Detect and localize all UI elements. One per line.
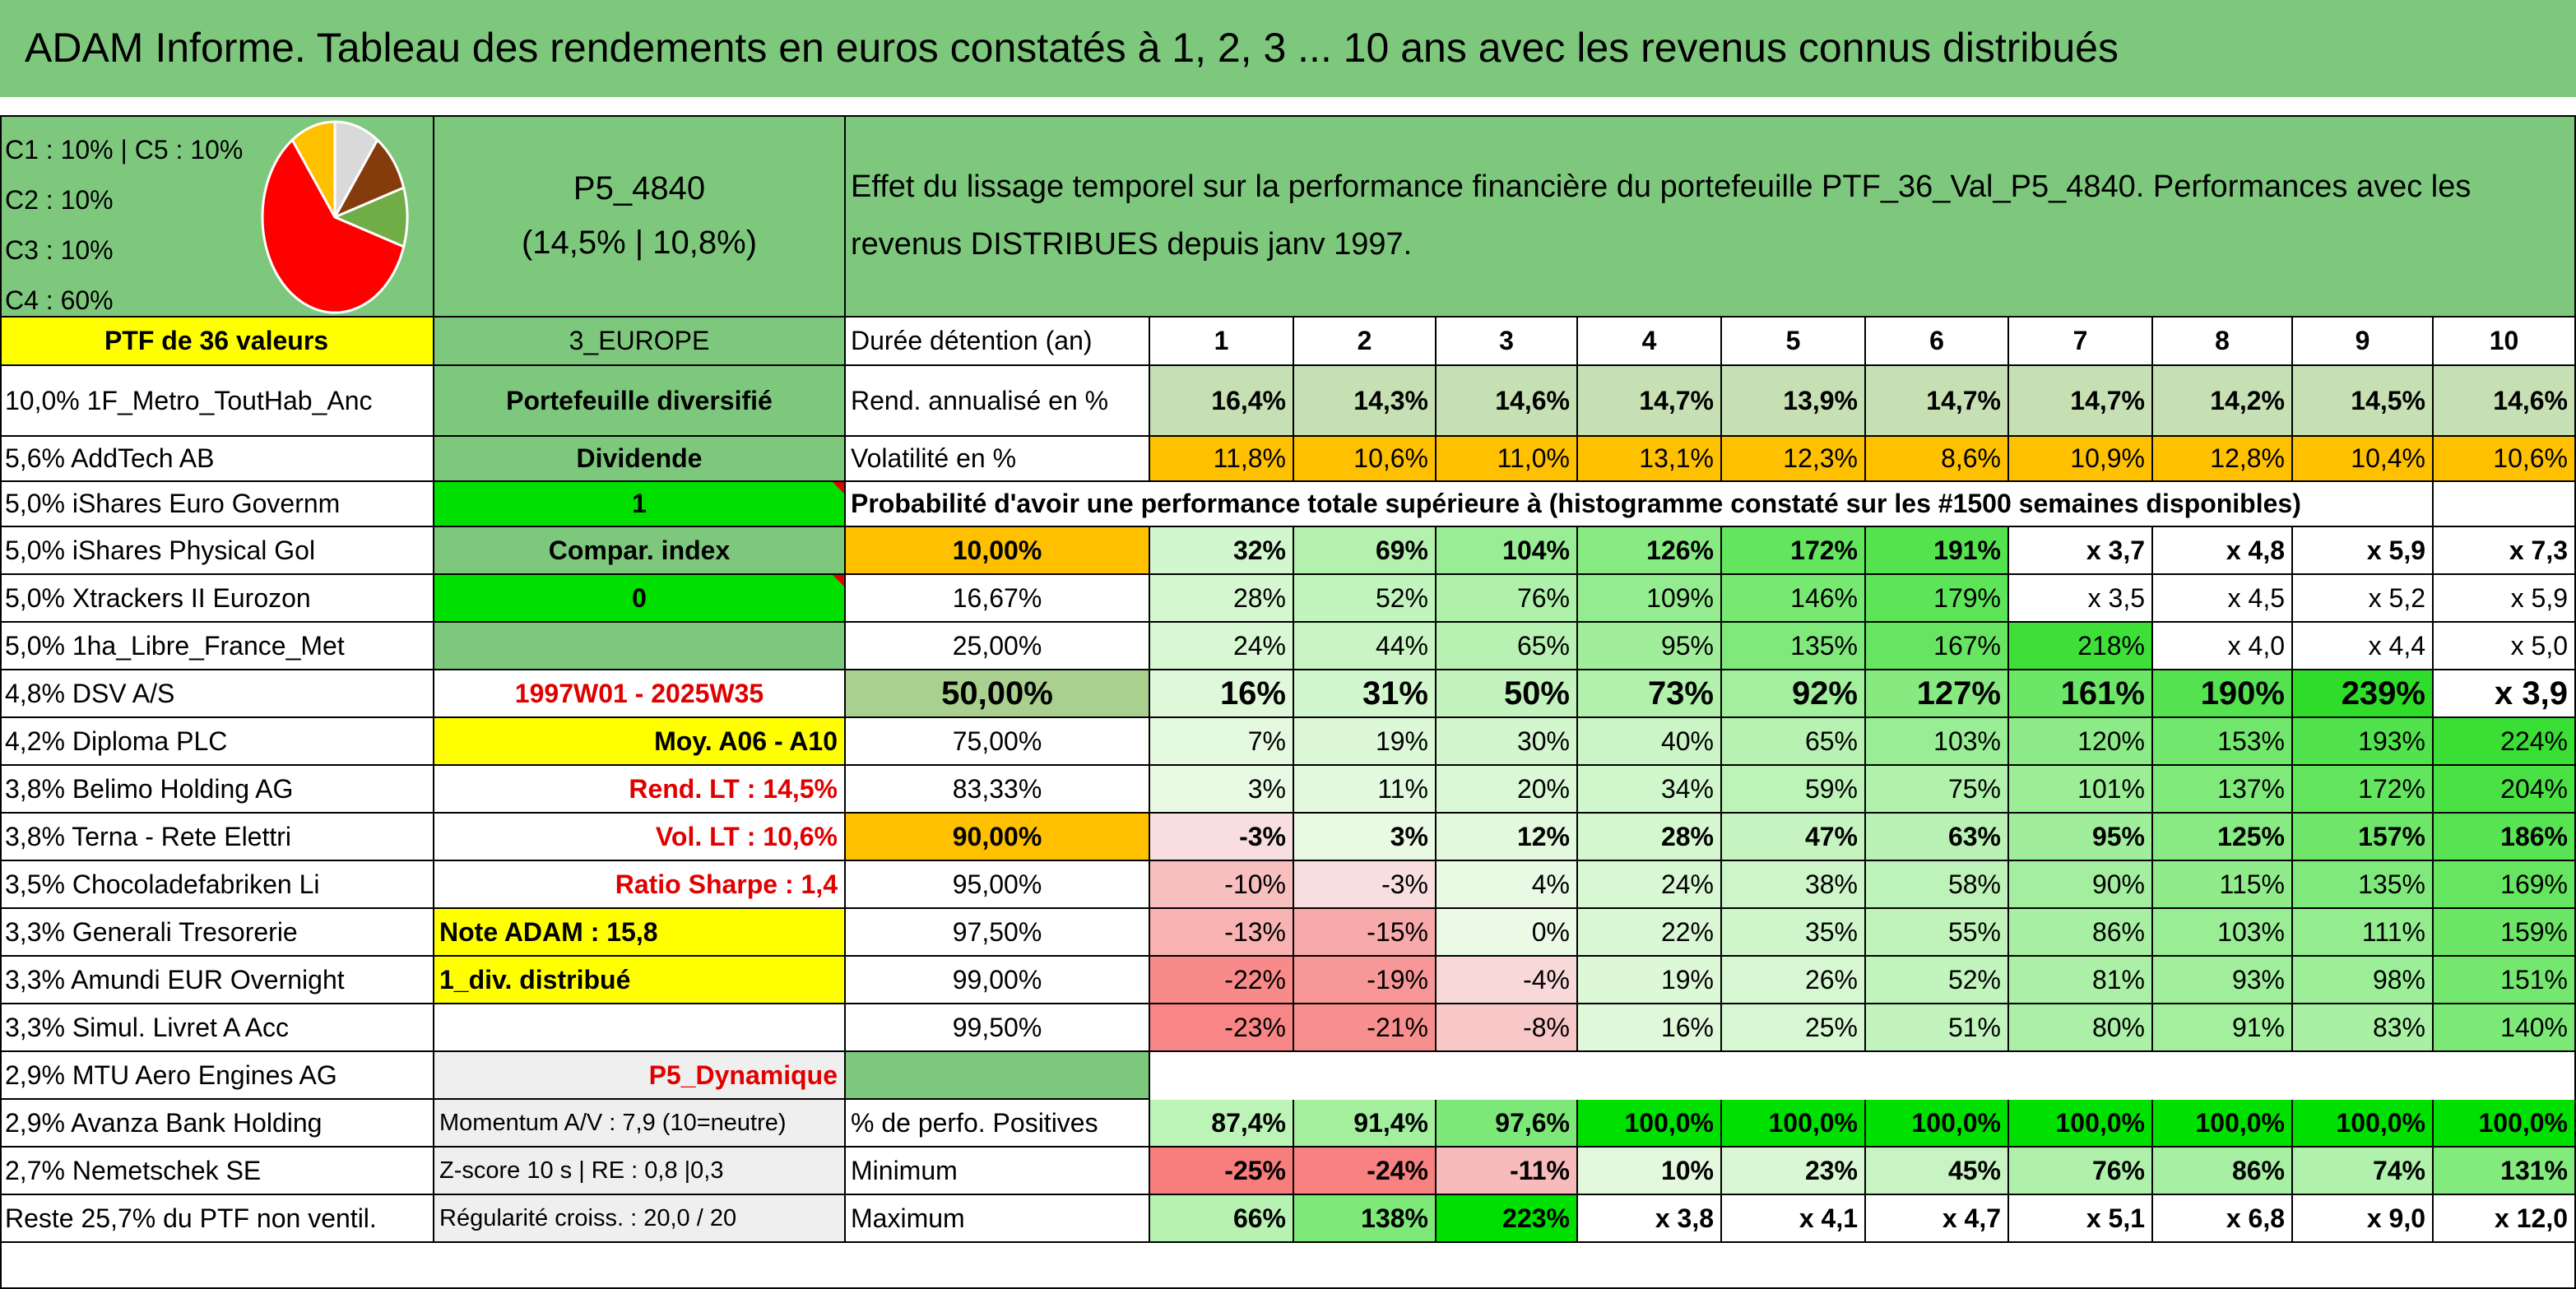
proba-value: x 3,5 xyxy=(2009,575,2153,623)
proba-value: x 4,4 xyxy=(2293,623,2434,670)
proba-value: 186% xyxy=(2434,814,2576,861)
max-label: Maximum xyxy=(846,1195,1150,1243)
proba-value: x 3,7 xyxy=(2009,527,2153,575)
proba-value: 115% xyxy=(2153,861,2293,909)
proba-threshold: 75,00% xyxy=(846,718,1150,766)
vol-value: 11,0% xyxy=(1437,437,1578,482)
proba-value: 161% xyxy=(2009,670,2153,718)
vol-value: 13,1% xyxy=(1578,437,1722,482)
proba-value: -21% xyxy=(1294,1004,1437,1052)
holding-row: 3,5% Chocoladefabriken Li xyxy=(0,861,434,909)
holding-row: 2,9% Avanza Bank Holding xyxy=(0,1100,434,1148)
allocation-line: C4 : 60% xyxy=(5,285,114,315)
info-cell: Moy. A06 - A10 xyxy=(434,718,846,766)
info-cell: 1 xyxy=(434,482,846,527)
pos-value: 91,4% xyxy=(1294,1100,1437,1148)
proba-value: -4% xyxy=(1437,957,1578,1004)
info-cell: Momentum A/V : 7,9 (10=neutre) xyxy=(434,1100,846,1148)
holding-row: 4,2% Diploma PLC xyxy=(0,718,434,766)
holding-row: 5,0% iShares Euro Governm xyxy=(0,482,434,527)
proba-value: 59% xyxy=(1722,766,1866,814)
rend-value: 14,5% xyxy=(2293,366,2434,437)
proba-value: 4% xyxy=(1437,861,1578,909)
vol-value: 11,8% xyxy=(1150,437,1294,482)
proba-value: 92% xyxy=(1722,670,1866,718)
proba-threshold: 97,50% xyxy=(846,909,1150,957)
proba-value: x 4,5 xyxy=(2153,575,2293,623)
year-header: 4 xyxy=(1578,318,1722,366)
proba-value: 153% xyxy=(2153,718,2293,766)
proba-value: 75% xyxy=(1866,766,2009,814)
year-header: 8 xyxy=(2153,318,2293,366)
max-value: x 4,7 xyxy=(1866,1195,2009,1243)
proba-value: 218% xyxy=(2009,623,2153,670)
proba-value: 190% xyxy=(2153,670,2293,718)
proba-title: Probabilité d'avoir une performance totale supérieure à (histogramme constaté sur les #1500 semaines disponibles) xyxy=(846,482,2434,527)
rend-value: 14,2% xyxy=(2153,366,2293,437)
max-value: 138% xyxy=(1294,1195,1437,1243)
proba-value: 151% xyxy=(2434,957,2576,1004)
proba-value: -3% xyxy=(1294,861,1437,909)
proba-value: 22% xyxy=(1578,909,1722,957)
proba-value: 91% xyxy=(2153,1004,2293,1052)
holding-row: Reste 25,7% du PTF non ventil. xyxy=(0,1195,434,1243)
proba-value: 65% xyxy=(1437,623,1578,670)
info-cell: P5_Dynamique xyxy=(434,1052,846,1100)
title-bar xyxy=(0,0,2576,97)
description-panel xyxy=(846,115,2576,318)
proba-value: 26% xyxy=(1722,957,1866,1004)
info-cell: Compar. index xyxy=(434,527,846,575)
pos-value: 100,0% xyxy=(1866,1100,2009,1148)
year-header: 9 xyxy=(2293,318,2434,366)
proba-value: 69% xyxy=(1294,527,1437,575)
max-value: x 6,8 xyxy=(2153,1195,2293,1243)
pos-value: 100,0% xyxy=(2153,1100,2293,1148)
portfolio-id-panel xyxy=(434,115,846,318)
proba-value: 93% xyxy=(2153,957,2293,1004)
proba-value: x 5,2 xyxy=(2293,575,2434,623)
proba-value: 169% xyxy=(2434,861,2576,909)
proba-value: 239% xyxy=(2293,670,2434,718)
proba-value: 16% xyxy=(1578,1004,1722,1052)
pos-value: 100,0% xyxy=(2434,1100,2576,1148)
portfolio-perf: (14,5% | 10,8%) xyxy=(521,225,758,261)
proba-value: 126% xyxy=(1578,527,1722,575)
proba-value: 135% xyxy=(2293,861,2434,909)
proba-value: 40% xyxy=(1578,718,1722,766)
info-cell: 0 xyxy=(434,575,846,623)
proba-value: 86% xyxy=(2009,909,2153,957)
proba-value: 125% xyxy=(2153,814,2293,861)
proba-value: -23% xyxy=(1150,1004,1294,1052)
pos-label: % de perfo. Positives xyxy=(846,1100,1150,1148)
proba-value: x 3,9 xyxy=(2434,670,2576,718)
year-header: 6 xyxy=(1866,318,2009,366)
holding-row: 10,0% 1F_Metro_ToutHab_Anc xyxy=(0,366,434,437)
proba-value: -22% xyxy=(1150,957,1294,1004)
holding-row: 5,0% 1ha_Libre_France_Met xyxy=(0,623,434,670)
proba-value: x 5,9 xyxy=(2434,575,2576,623)
holding-row: 5,0% Xtrackers II Eurozon xyxy=(0,575,434,623)
rend-value: 14,3% xyxy=(1294,366,1437,437)
rend-value: 14,7% xyxy=(1578,366,1722,437)
title-gap xyxy=(0,97,2576,115)
info-cell: Vol. LT : 10,6% xyxy=(434,814,846,861)
holdings-header: PTF de 36 valeurs xyxy=(0,318,434,366)
min-value: -11% xyxy=(1437,1148,1578,1195)
allocation-pie-chart xyxy=(257,118,413,316)
info-cell: Régularité croiss. : 20,0 / 20 xyxy=(434,1195,846,1243)
vol-value: 10,6% xyxy=(1294,437,1437,482)
holding-row: 3,8% Terna - Rete Elettri xyxy=(0,814,434,861)
proba-value: 20% xyxy=(1437,766,1578,814)
year-header: 10 xyxy=(2434,318,2576,366)
proba-value: 24% xyxy=(1578,861,1722,909)
vol-value: 12,8% xyxy=(2153,437,2293,482)
holding-row: 3,8% Belimo Holding AG xyxy=(0,766,434,814)
info-cell xyxy=(434,623,846,670)
proba-value: 19% xyxy=(1578,957,1722,1004)
proba-value: 157% xyxy=(2293,814,2434,861)
proba-value: -15% xyxy=(1294,909,1437,957)
info-cell xyxy=(434,1004,846,1052)
proba-value: 28% xyxy=(1150,575,1294,623)
proba-value: 103% xyxy=(2153,909,2293,957)
proba-value: 90% xyxy=(2009,861,2153,909)
proba-value: 47% xyxy=(1722,814,1866,861)
allocation-panel xyxy=(0,115,434,318)
proba-value: 31% xyxy=(1294,670,1437,718)
pos-value: 100,0% xyxy=(2009,1100,2153,1148)
proba-value: 52% xyxy=(1866,957,2009,1004)
max-value: x 4,1 xyxy=(1722,1195,1866,1243)
rend-value: 14,6% xyxy=(1437,366,1578,437)
holding-row: 3,3% Amundi EUR Overnight xyxy=(0,957,434,1004)
proba-value: 28% xyxy=(1578,814,1722,861)
min-value: 131% xyxy=(2434,1148,2576,1195)
holding-row: 4,8% DSV A/S xyxy=(0,670,434,718)
pos-value: 100,0% xyxy=(2293,1100,2434,1148)
proba-value: -13% xyxy=(1150,909,1294,957)
holding-row: 5,6% AddTech AB xyxy=(0,437,434,482)
proba-threshold: 10,00% xyxy=(846,527,1150,575)
rend-value: 13,9% xyxy=(1722,366,1866,437)
max-value: x 12,0 xyxy=(2434,1195,2576,1243)
proba-value: 109% xyxy=(1578,575,1722,623)
max-value: x 3,8 xyxy=(1578,1195,1722,1243)
pos-value: 87,4% xyxy=(1150,1100,1294,1148)
info-cell: 1997W01 - 2025W35 xyxy=(434,670,846,718)
rend-value: 14,7% xyxy=(1866,366,2009,437)
proba-value: 101% xyxy=(2009,766,2153,814)
year-header: 2 xyxy=(1294,318,1437,366)
proba-value: 172% xyxy=(2293,766,2434,814)
pos-value: 100,0% xyxy=(1578,1100,1722,1148)
max-value: x 9,0 xyxy=(2293,1195,2434,1243)
info-cell: Rend. LT : 14,5% xyxy=(434,766,846,814)
info-cell: Portefeuille diversifié xyxy=(434,366,846,437)
vol-value: 12,3% xyxy=(1722,437,1866,482)
proba-value: 19% xyxy=(1294,718,1437,766)
proba-value: 35% xyxy=(1722,909,1866,957)
proba-value: 16% xyxy=(1150,670,1294,718)
info-cell: Z-score 10 s | RE : 0,8 |0,3 xyxy=(434,1148,846,1195)
portfolio-description: Effet du lissage temporel sur la performance financière du portefeuille PTF_36_Val_P5_4840. Performances avec les revenus DISTRIBUES depuis janv 1997. xyxy=(851,169,2472,262)
rend-value: 14,6% xyxy=(2434,366,2576,437)
proba-value: 83% xyxy=(2293,1004,2434,1052)
proba-threshold: 90,00% xyxy=(846,814,1150,861)
proba-value: 73% xyxy=(1578,670,1722,718)
info-cell: Note ADAM : 15,8 xyxy=(434,909,846,957)
proba-value: 140% xyxy=(2434,1004,2576,1052)
proba-value: 137% xyxy=(2153,766,2293,814)
proba-value: x 7,3 xyxy=(2434,527,2576,575)
proba-value: 224% xyxy=(2434,718,2576,766)
min-value: 86% xyxy=(2153,1148,2293,1195)
min-label: Minimum xyxy=(846,1148,1150,1195)
proba-value: 7% xyxy=(1150,718,1294,766)
portfolio-code: P5_4840 xyxy=(573,170,706,206)
info-cell: Ratio Sharpe : 1,4 xyxy=(434,861,846,909)
proba-value: 63% xyxy=(1866,814,2009,861)
max-value: x 5,1 xyxy=(2009,1195,2153,1243)
proba-value: x 4,0 xyxy=(2153,623,2293,670)
proba-value: -19% xyxy=(1294,957,1437,1004)
min-value: 23% xyxy=(1722,1148,1866,1195)
proba-threshold: 83,33% xyxy=(846,766,1150,814)
vol-value: 10,6% xyxy=(2434,437,2576,482)
proba-value: 193% xyxy=(2293,718,2434,766)
page-title: ADAM Informe. Tableau des rendements en euros constatés à 1, 2, 3 ... 10 ans avec les revenus connus distribués xyxy=(25,25,2119,71)
proba-value: 76% xyxy=(1437,575,1578,623)
proba-value: 12% xyxy=(1437,814,1578,861)
proba-value: 95% xyxy=(2009,814,2153,861)
proba-value: 81% xyxy=(2009,957,2153,1004)
holding-row: 5,0% iShares Physical Gol xyxy=(0,527,434,575)
proba-value: 55% xyxy=(1866,909,2009,957)
year-header: 5 xyxy=(1722,318,1866,366)
proba-value: x 5,9 xyxy=(2293,527,2434,575)
proba-value: 30% xyxy=(1437,718,1578,766)
proba-value: 135% xyxy=(1722,623,1866,670)
proba-value: 111% xyxy=(2293,909,2434,957)
holding-row: 2,7% Nemetschek SE xyxy=(0,1148,434,1195)
allocation-line: C1 : 10% | C5 : 10% xyxy=(5,135,244,165)
proba-value: 0% xyxy=(1437,909,1578,957)
proba-threshold: 16,67% xyxy=(846,575,1150,623)
proba-value: 80% xyxy=(2009,1004,2153,1052)
allocation-line: C3 : 10% xyxy=(5,235,114,265)
rend-label: Rend. annualisé en % xyxy=(846,366,1150,437)
pos-value: 97,6% xyxy=(1437,1100,1578,1148)
proba-value: 32% xyxy=(1150,527,1294,575)
proba-value: 65% xyxy=(1722,718,1866,766)
proba-value: 38% xyxy=(1722,861,1866,909)
years-label: Durée détention (an) xyxy=(846,318,1150,366)
info-cell: 1_div. distribué xyxy=(434,957,846,1004)
proba-value: 104% xyxy=(1437,527,1578,575)
proba-value: 98% xyxy=(2293,957,2434,1004)
min-value: 74% xyxy=(2293,1148,2434,1195)
min-value: 45% xyxy=(1866,1148,2009,1195)
proba-value: 120% xyxy=(2009,718,2153,766)
table-cell xyxy=(2434,482,2576,527)
proba-value: 3% xyxy=(1294,814,1437,861)
proba-threshold: 99,50% xyxy=(846,1004,1150,1052)
proba-value: 204% xyxy=(2434,766,2576,814)
proba-value: -3% xyxy=(1150,814,1294,861)
proba-threshold: 50,00% xyxy=(846,670,1150,718)
vol-value: 8,6% xyxy=(1866,437,2009,482)
year-header: 7 xyxy=(2009,318,2153,366)
proba-value: 191% xyxy=(1866,527,2009,575)
max-value: 223% xyxy=(1437,1195,1578,1243)
proba-value: 3% xyxy=(1150,766,1294,814)
proba-value: 127% xyxy=(1866,670,2009,718)
year-header: 1 xyxy=(1150,318,1294,366)
proba-threshold: 95,00% xyxy=(846,861,1150,909)
proba-value: 172% xyxy=(1722,527,1866,575)
proba-value: x 5,0 xyxy=(2434,623,2576,670)
vol-value: 10,9% xyxy=(2009,437,2153,482)
rend-value: 14,7% xyxy=(2009,366,2153,437)
proba-value: x 4,8 xyxy=(2153,527,2293,575)
vol-value: 10,4% xyxy=(2293,437,2434,482)
table-cell xyxy=(846,1052,1150,1100)
proba-value: 52% xyxy=(1294,575,1437,623)
proba-value: 146% xyxy=(1722,575,1866,623)
proba-value: 44% xyxy=(1294,623,1437,670)
proba-value: 34% xyxy=(1578,766,1722,814)
info-cell: Dividende xyxy=(434,437,846,482)
proba-threshold: 25,00% xyxy=(846,623,1150,670)
info-cell: 3_EUROPE xyxy=(434,318,846,366)
proba-value: 51% xyxy=(1866,1004,2009,1052)
max-value: 66% xyxy=(1150,1195,1294,1243)
min-value: -25% xyxy=(1150,1148,1294,1195)
proba-value: 179% xyxy=(1866,575,2009,623)
min-value: 76% xyxy=(2009,1148,2153,1195)
proba-value: 95% xyxy=(1578,623,1722,670)
proba-value: 103% xyxy=(1866,718,2009,766)
year-header: 3 xyxy=(1437,318,1578,366)
proba-threshold: 99,00% xyxy=(846,957,1150,1004)
proba-value: 50% xyxy=(1437,670,1578,718)
proba-value: 167% xyxy=(1866,623,2009,670)
proba-value: 11% xyxy=(1294,766,1437,814)
holding-row: 3,3% Generali Tresorerie xyxy=(0,909,434,957)
proba-value: -10% xyxy=(1150,861,1294,909)
proba-value: -8% xyxy=(1437,1004,1578,1052)
pos-value: 100,0% xyxy=(1722,1100,1866,1148)
allocation-line: C2 : 10% xyxy=(5,185,114,215)
holding-row: 2,9% MTU Aero Engines AG xyxy=(0,1052,434,1100)
proba-value: 159% xyxy=(2434,909,2576,957)
proba-value: 58% xyxy=(1866,861,2009,909)
rend-value: 16,4% xyxy=(1150,366,1294,437)
min-value: 10% xyxy=(1578,1148,1722,1195)
proba-value: 24% xyxy=(1150,623,1294,670)
holding-row: 3,3% Simul. Livret A Acc xyxy=(0,1004,434,1052)
vol-label: Volatilité en % xyxy=(846,437,1150,482)
proba-value: 25% xyxy=(1722,1004,1866,1052)
min-value: -24% xyxy=(1294,1148,1437,1195)
